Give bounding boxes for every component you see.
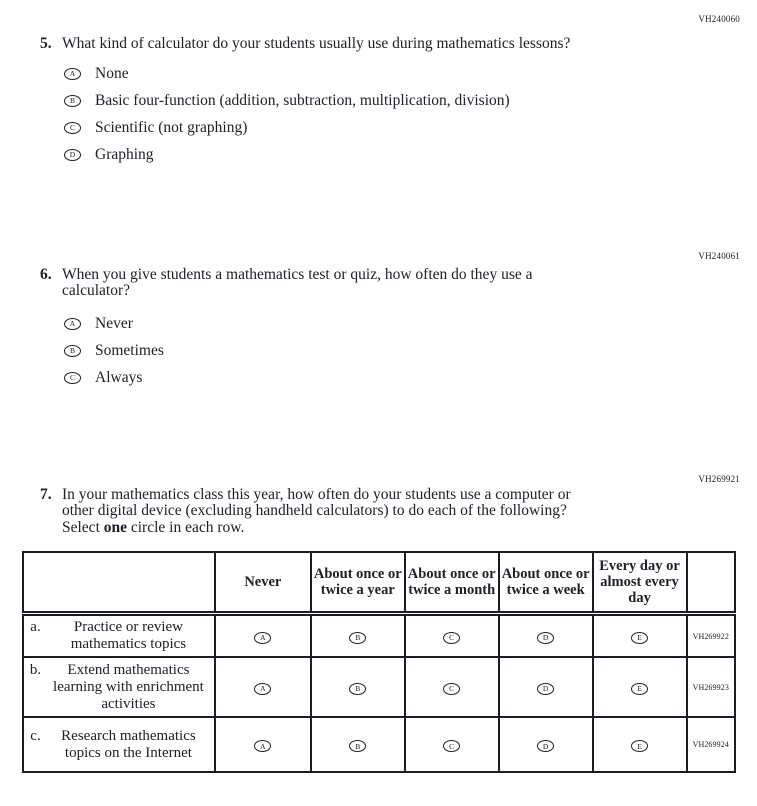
answer-bubble[interactable]: C bbox=[443, 632, 460, 644]
question-5-number: 5. bbox=[40, 35, 52, 52]
question-6-number: 6. bbox=[40, 265, 52, 283]
option-label: Sometimes bbox=[95, 341, 164, 359]
question-6-options bbox=[0, 316, 757, 386]
answer-bubble[interactable]: B bbox=[349, 632, 366, 644]
header-code-blank bbox=[687, 552, 736, 614]
option-label: None bbox=[95, 64, 129, 82]
question-6 bbox=[40, 267, 757, 300]
answer-bubble[interactable]: E bbox=[631, 683, 648, 695]
question-7 bbox=[40, 487, 757, 537]
answer-bubble[interactable]: C bbox=[64, 122, 81, 134]
option-label: Always bbox=[95, 368, 143, 386]
question-5-text: What kind of calculator do your students usually use during mathematics lessons? bbox=[62, 35, 571, 52]
row-accession-code: VH269922 bbox=[687, 614, 736, 658]
row-label: c. Research mathematics topics on the Internet bbox=[23, 717, 215, 772]
header-blank bbox=[23, 552, 215, 614]
q6-option-never bbox=[64, 316, 757, 332]
option-label: Basic four-function (addition, subtraction, multiplication, division) bbox=[95, 91, 510, 109]
question-7-number: 7. bbox=[40, 485, 52, 503]
table-header-row bbox=[23, 552, 735, 614]
answer-bubble[interactable]: D bbox=[537, 683, 554, 695]
answer-bubble[interactable]: A bbox=[254, 683, 271, 695]
accession-code-q7: VH269921 bbox=[698, 473, 740, 484]
answer-bubble[interactable]: A bbox=[254, 740, 271, 752]
answer-bubble[interactable]: C bbox=[443, 683, 460, 695]
answer-bubble[interactable]: B bbox=[64, 345, 81, 357]
q5-option-basic bbox=[64, 93, 757, 109]
question-6-text: When you give students a mathematics test or quiz, how often do they use a calculator? bbox=[62, 265, 533, 299]
q6-option-sometimes bbox=[64, 343, 757, 359]
frequency-matrix-table bbox=[22, 551, 736, 773]
option-label: Never bbox=[95, 314, 133, 332]
q5-option-scientific bbox=[64, 120, 757, 136]
table-row bbox=[23, 614, 735, 658]
answer-bubble[interactable]: C bbox=[443, 740, 460, 752]
answer-bubble[interactable]: B bbox=[349, 740, 366, 752]
table-row bbox=[23, 657, 735, 717]
answer-bubble[interactable]: A bbox=[64, 68, 81, 80]
row-accession-code: VH269923 bbox=[687, 657, 736, 717]
answer-bubble[interactable]: A bbox=[254, 632, 271, 644]
header-every-day: Every day or almost every day bbox=[593, 552, 687, 614]
answer-bubble[interactable]: C bbox=[64, 372, 81, 384]
header-never: Never bbox=[215, 552, 311, 614]
header-once-twice-month: About once or twice a month bbox=[405, 552, 499, 614]
table-row bbox=[23, 717, 735, 772]
answer-bubble[interactable]: D bbox=[64, 149, 81, 161]
q5-option-none bbox=[64, 66, 757, 82]
answer-bubble[interactable]: A bbox=[64, 318, 81, 330]
option-label: Graphing bbox=[95, 145, 154, 163]
answer-bubble[interactable]: D bbox=[537, 740, 554, 752]
question-5-options bbox=[0, 66, 757, 163]
row-label: a. Practice or review mathematics topics bbox=[23, 614, 215, 658]
question-7-text: In your mathematics class this year, how often do your students use a computer or other digital device (excluding handheld calculators) to do each of the following? Select one circle in each row. bbox=[62, 485, 571, 536]
accession-code-q6: VH240061 bbox=[698, 250, 740, 261]
answer-bubble[interactable]: E bbox=[631, 632, 648, 644]
question-5 bbox=[40, 36, 757, 53]
answer-bubble[interactable]: E bbox=[631, 740, 648, 752]
answer-bubble[interactable]: B bbox=[349, 683, 366, 695]
option-label: Scientific (not graphing) bbox=[95, 118, 248, 136]
row-label: b. Extend mathematics learning with enrichment activities bbox=[23, 657, 215, 717]
header-once-twice-week: About once or twice a week bbox=[499, 552, 593, 614]
accession-code-q5: VH240060 bbox=[698, 14, 740, 24]
answer-bubble[interactable]: B bbox=[64, 95, 81, 107]
q5-option-graphing bbox=[64, 147, 757, 163]
emphasis-one: one bbox=[103, 518, 127, 536]
answer-bubble[interactable]: D bbox=[537, 632, 554, 644]
q6-option-always bbox=[64, 370, 757, 386]
header-once-twice-year: About once or twice a year bbox=[311, 552, 405, 614]
row-accession-code: VH269924 bbox=[687, 717, 736, 772]
